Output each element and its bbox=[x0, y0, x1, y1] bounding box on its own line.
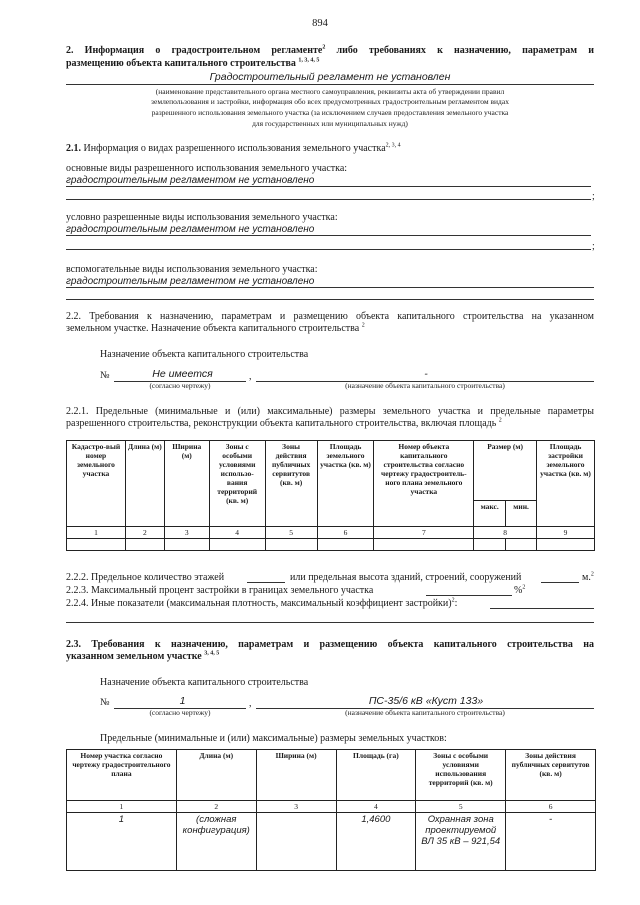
percent-unit: %$^2$ bbox=[514, 584, 526, 596]
note-line-2: землепользования и застройки, информация обо всех предусмотренных градостроительным регламентом видах bbox=[151, 97, 509, 106]
header-area: Площадь (га) bbox=[336, 750, 416, 801]
col-number: 1 bbox=[67, 801, 177, 813]
divider bbox=[247, 582, 285, 583]
purpose-label: Назначение объекта капитального строительства bbox=[100, 349, 309, 360]
col-number: 3 bbox=[164, 527, 209, 539]
page-number: 894 bbox=[312, 18, 328, 29]
object-name-value: ПС-35/6 кВ «Куст 133» bbox=[368, 695, 484, 707]
col-number: 4 bbox=[336, 801, 416, 813]
header-plot-area: Площадь земельного участка (кв. м) bbox=[317, 441, 374, 527]
name-caption: (назначение объекта капитального строительства) bbox=[345, 381, 505, 390]
max-percent-label: 2.2.3. Максимальный процент застройки в границах земельного участка bbox=[66, 585, 374, 596]
no-label: № bbox=[100, 697, 110, 708]
land-plots-table bbox=[66, 749, 596, 871]
plot-width bbox=[256, 813, 336, 871]
col-number: 4 bbox=[209, 527, 265, 539]
header-length: Длина (м) bbox=[125, 441, 164, 527]
semicolon: ; bbox=[592, 191, 595, 202]
col-number: 8 bbox=[474, 527, 537, 539]
regulation-value: Градостроительный регламент не установлен bbox=[209, 71, 451, 83]
section-2-3-line1: 2.3. Требования к назначению, параметрам и размещению объекта капитального строительства на bbox=[66, 639, 594, 650]
header-easements: Зоны действия публичных сервитутов (кв. м) bbox=[506, 750, 596, 801]
header-width: Ширина (м) bbox=[256, 750, 336, 801]
conditional-uses-label: условно разрешенные виды использования земельного участка: bbox=[66, 212, 338, 223]
floors-label: 2.2.2. Предельное количество этажей bbox=[66, 572, 225, 583]
header-length: Длина (м) bbox=[176, 750, 256, 801]
object-number-value: Не имеется bbox=[152, 368, 213, 380]
object-name-value: - bbox=[424, 368, 428, 380]
col-number: 2 bbox=[125, 527, 164, 539]
divider bbox=[66, 186, 591, 187]
header-easements: Зоны действия публичных сервитутов (кв. м) bbox=[265, 441, 317, 527]
col-number: 6 bbox=[317, 527, 374, 539]
plot-special-zones: Охранная зона проектируемой ВЛ 35 кВ – 921,54 bbox=[416, 813, 506, 871]
semicolon: ; bbox=[592, 241, 595, 252]
col-number: 3 bbox=[256, 801, 336, 813]
col-number: 9 bbox=[537, 527, 595, 539]
col-number: 6 bbox=[506, 801, 596, 813]
purpose-label: Назначение объекта капитального строительства bbox=[100, 677, 309, 688]
divider bbox=[541, 582, 579, 583]
conditional-uses-value: градостроительным регламентом не установлено bbox=[66, 224, 315, 235]
parameters-table bbox=[66, 440, 595, 551]
col-number: 5 bbox=[265, 527, 317, 539]
height-unit: м.$^2$ bbox=[582, 571, 594, 583]
header-size-min: мин. bbox=[506, 501, 537, 527]
section-2-2-1-line2: разрешенного строительства, реконструкции объекта капитального строительства, включая площадь $^2$ bbox=[66, 417, 502, 429]
note-line-1: (наименование представительного органа местного самоуправления, реквизиты акта об утверждении правил bbox=[155, 87, 505, 96]
divider bbox=[66, 235, 591, 236]
divider bbox=[66, 299, 594, 300]
plot-length: (сложная конфигурация) bbox=[176, 813, 256, 871]
divider bbox=[66, 199, 591, 200]
note-line-3: разрешенного использования земельного участка (за исключением случаев предоставления земельного участка bbox=[151, 108, 509, 117]
section-2-3-line2: указанном земельном участке $^{3, 4, 5}$ bbox=[66, 650, 220, 662]
section-2-2-1-line1: 2.2.1. Предельные (минимальные и (или) максимальные) размеры земельного участка и предельные параметры bbox=[66, 406, 594, 417]
col-number: 7 bbox=[374, 527, 474, 539]
header-plot-number: Номер участка согласно чертежу градостроительного плана bbox=[67, 750, 177, 801]
plot-area: 1,4600 bbox=[336, 813, 416, 871]
plot-easements: - bbox=[506, 813, 596, 871]
header-object-number: Номер объекта капитального строительства согласно чертежу градостроитель-ного плана земельного участка bbox=[374, 441, 474, 527]
divider bbox=[490, 608, 594, 609]
header-size: Размер (м) bbox=[474, 441, 537, 501]
limits-label: Предельные (минимальные и (или) максимальные) размеры земельных участков: bbox=[100, 733, 447, 744]
divider bbox=[66, 287, 594, 288]
section-2-2-line2: земельном участке. Назначение объекта капитального строительства $^2$ bbox=[66, 322, 365, 334]
section-2-2-line1: 2.2. Требования к назначению, параметрам и размещению объекта капитального строительства на указанном bbox=[66, 311, 594, 322]
no-caption: (согласно чертежу) bbox=[149, 708, 211, 717]
header-size-max: макс. bbox=[474, 501, 506, 527]
note-line-4: для государственных или муниципальных нужд) bbox=[252, 119, 408, 128]
other-indicators-label: 2.2.4. Иные показатели (максимальная плотность, максимальный коэффициент застройки)$^2$: bbox=[66, 597, 458, 609]
header-building-area: Площадь застройки земельного участка (кв. м) bbox=[537, 441, 595, 527]
name-caption: (назначение объекта капитального строительства) bbox=[345, 708, 505, 717]
section-2-title-line1: 2. Информация о градостроительном регламенте$^2$ либо требованиях к назначению, параметрам и bbox=[66, 44, 595, 56]
divider bbox=[66, 249, 591, 250]
col-number: 5 bbox=[416, 801, 506, 813]
plot-number: 1 bbox=[67, 813, 177, 871]
divider bbox=[66, 84, 594, 85]
divider bbox=[426, 595, 512, 596]
object-number-value: 1 bbox=[179, 695, 186, 707]
header-width: Ширина (м) bbox=[164, 441, 209, 527]
no-caption: (согласно чертежу) bbox=[149, 381, 211, 390]
section-2-1-heading: 2.1. Информация о видах разрешенного использования земельного участка$^{2, 3, 4}$ bbox=[66, 142, 401, 154]
section-2-title-line2: размещению объекта капитального строительства $^{1, 3, 4, 5}$ bbox=[66, 57, 320, 69]
no-label: № bbox=[100, 370, 110, 381]
col-number: 2 bbox=[176, 801, 256, 813]
auxiliary-uses-value: градостроительным регламентом не установлено bbox=[66, 276, 315, 287]
header-special-zones: Зоны с особыми условиями использо-вания территорий (кв. м) bbox=[209, 441, 265, 527]
col-number: 1 bbox=[67, 527, 126, 539]
main-uses-value: градостроительным регламентом не установлено bbox=[66, 175, 315, 186]
header-cadastral-number: Кадастро-вый номер земельного участка bbox=[67, 441, 126, 527]
auxiliary-uses-label: вспомогательные виды использования земельного участка: bbox=[66, 264, 318, 275]
header-special-zones: Зоны с особыми условиями использования территорий (кв. м) bbox=[416, 750, 506, 801]
main-uses-label: основные виды разрешенного использования земельного участка: bbox=[66, 163, 348, 174]
height-label: или предельная высота зданий, строений, сооружений bbox=[290, 572, 522, 583]
divider bbox=[66, 622, 594, 623]
